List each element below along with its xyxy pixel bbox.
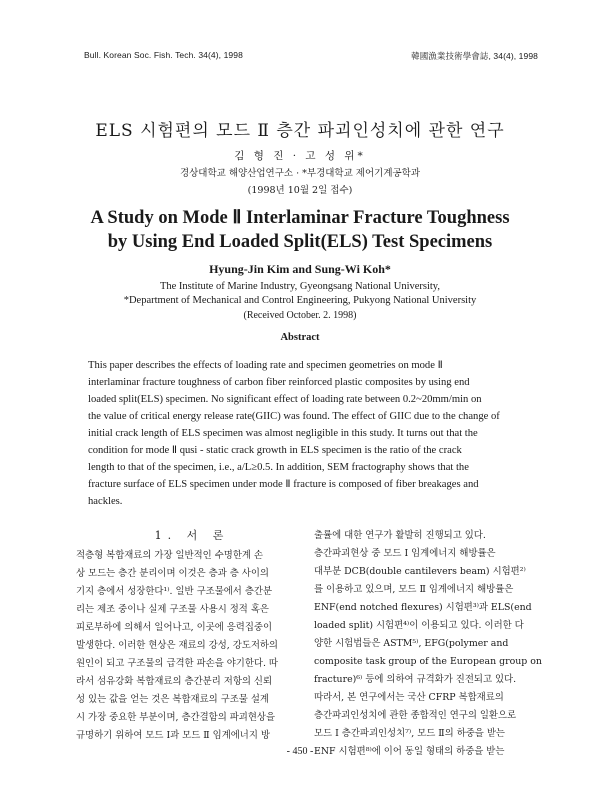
body-text-line: 리는 제조 중이나 실제 구조물 사용시 정적 혹은 (76, 604, 269, 615)
body-text-line: 피로부하에 의해서 일어나고, 이곳에 응력집중이 (76, 622, 273, 633)
abstract-line: initial crack length of ELS specimen was almost negligible in this study. It turns out that the (88, 428, 478, 439)
abstract-body (88, 357, 513, 510)
english-title-line-2: by Using End Loaded Split(ELS) Test Specimens (107, 232, 493, 252)
english-affiliation-line-1: The Institute of Marine Industry, Gyeongsang National University, (159, 281, 441, 292)
korean-authors: 김 형 진 · 고 성 위* (234, 150, 366, 162)
page-number: - 450 - (286, 746, 314, 757)
journal-header-right: 韓國漁業技術學會誌, 34(4), 1998 (411, 51, 538, 61)
body-text-line: 기지 층에서 성장한다¹⁾. 일반 구조물에서 층간분 (76, 586, 273, 597)
body-text-line: 규명하기 위하여 모드 Ⅰ과 모드 Ⅱ 임계에너지 방 (76, 730, 270, 741)
body-text-line: 층간파괴현상 중 모드 Ⅰ 임계에너지 해방률은 (314, 548, 496, 559)
korean-title: ELS 시험편의 모드 Ⅱ 층간 파괴인성치에 관한 연구 (95, 121, 505, 141)
abstract-line: interlaminar fracture toughness of carbon fiber reinforced plastic composites by using end (88, 377, 470, 388)
body-text-line: 시 가장 중요한 부분이며, 층간결함의 파괴현상을 (76, 712, 276, 723)
abstract-line: condition for mode Ⅱ qusi - static crack growth in ELS specimen is the ratio of the crack (88, 445, 462, 456)
abstract-line: loaded split(ELS) specimen. No significant effect of loading rate between 0.2~20mm/min on (88, 394, 482, 405)
abstract-heading: Abstract (280, 332, 320, 343)
body-text-line: 양한 시험법들은 ASTM⁵⁾, EFG(polymer and (314, 638, 509, 649)
body-text-line: 상 모드는 층간 분리이며 이것은 층과 층 사이의 (76, 568, 269, 579)
body-text-line: ENF(end notched flexures) 시험편³⁾과 ELS(end (314, 602, 532, 613)
body-text-line: ENF 시험편⁸⁾에 이어 동일 형태의 하중을 받는 (314, 746, 505, 757)
section-heading-introduction: 1. 서 론 (154, 529, 230, 542)
english-affiliation (0, 280, 600, 308)
english-title-line-1: A Study on Mode Ⅱ Interlaminar Fracture Toughness (90, 208, 510, 228)
body-text-line: 따라서, 본 연구에서는 국산 CFRP 복합재료의 (314, 692, 504, 703)
body-column-left (76, 527, 308, 745)
korean-received-date: (1998년 10월 2일 접수) (247, 185, 353, 196)
english-authors: Hyung-Jin Kim and Sung-Wi Koh* (209, 262, 391, 276)
body-text-line: 층간파괴인성치에 관한 종합적인 연구의 일환으로 (314, 710, 517, 721)
body-text-line: 를 이용하고 있으며, 모드 Ⅱ 임계에너지 해방률은 (314, 584, 514, 595)
english-affiliation-line-2: *Department of Mechanical and Control Engineering, Pukyong National University (123, 295, 477, 306)
body-column-right (314, 527, 554, 761)
abstract-line: the value of critical energy release rate(GIIC) was found. The effect of GIIC due to the change of (88, 411, 500, 422)
body-text-line: 대부분 DCB(double cantilevers beam) 시험편²⁾ (314, 566, 526, 577)
body-text-line: 발생한다. 이러한 현상은 재료의 강성, 강도저하의 (76, 640, 278, 651)
body-text-line: composite task group of the European group on (314, 656, 542, 667)
body-text-line: loaded split) 시험편⁴⁾이 이용되고 있다. 이러한 다 (314, 620, 524, 631)
abstract-line: length to that of the specimen, i.e., a/L≥0.5. In addition, SEM fractography shows that the (88, 462, 469, 473)
korean-affiliation: 경상대학교 해양산업연구소 · *부경대학교 제어기계공학과 (179, 168, 421, 179)
english-received-date: (Received October. 2. 1998) (243, 310, 357, 321)
body-text-line: 성 있는 값을 얻는 것은 복합재료의 구조물 설계 (76, 694, 269, 705)
english-title (0, 206, 600, 254)
abstract-line: fracture surface of ELS specimen under mode Ⅱ fracture is composed of fiber breakages and (88, 479, 479, 490)
body-text-line: fracture)⁶⁾ 등에 의하여 규격화가 진전되고 있다. (314, 674, 517, 685)
body-text-line: 출률에 대한 연구가 활발히 진행되고 있다. (314, 530, 486, 541)
abstract-line: hackles. (88, 496, 123, 507)
body-text-line: 적층형 복합재료의 가장 일반적인 수명한계 손 (76, 550, 263, 561)
journal-header-left: Bull. Korean Soc. Fish. Tech. 34(4), 1998 (84, 50, 243, 60)
body-text-line: 라서 섬유강화 복합재료의 층간분리 저항의 신뢰 (76, 676, 273, 687)
abstract-line: This paper describes the effects of loading rate and specimen geometries on mode Ⅱ (88, 360, 443, 371)
body-text-line: 모드 Ⅰ 층간파괴인성치⁷⁾, 모드 Ⅱ의 하중을 받는 (314, 728, 505, 739)
body-text-line: 원인이 되고 구조물의 급격한 파손을 야기한다. 따 (76, 658, 278, 669)
